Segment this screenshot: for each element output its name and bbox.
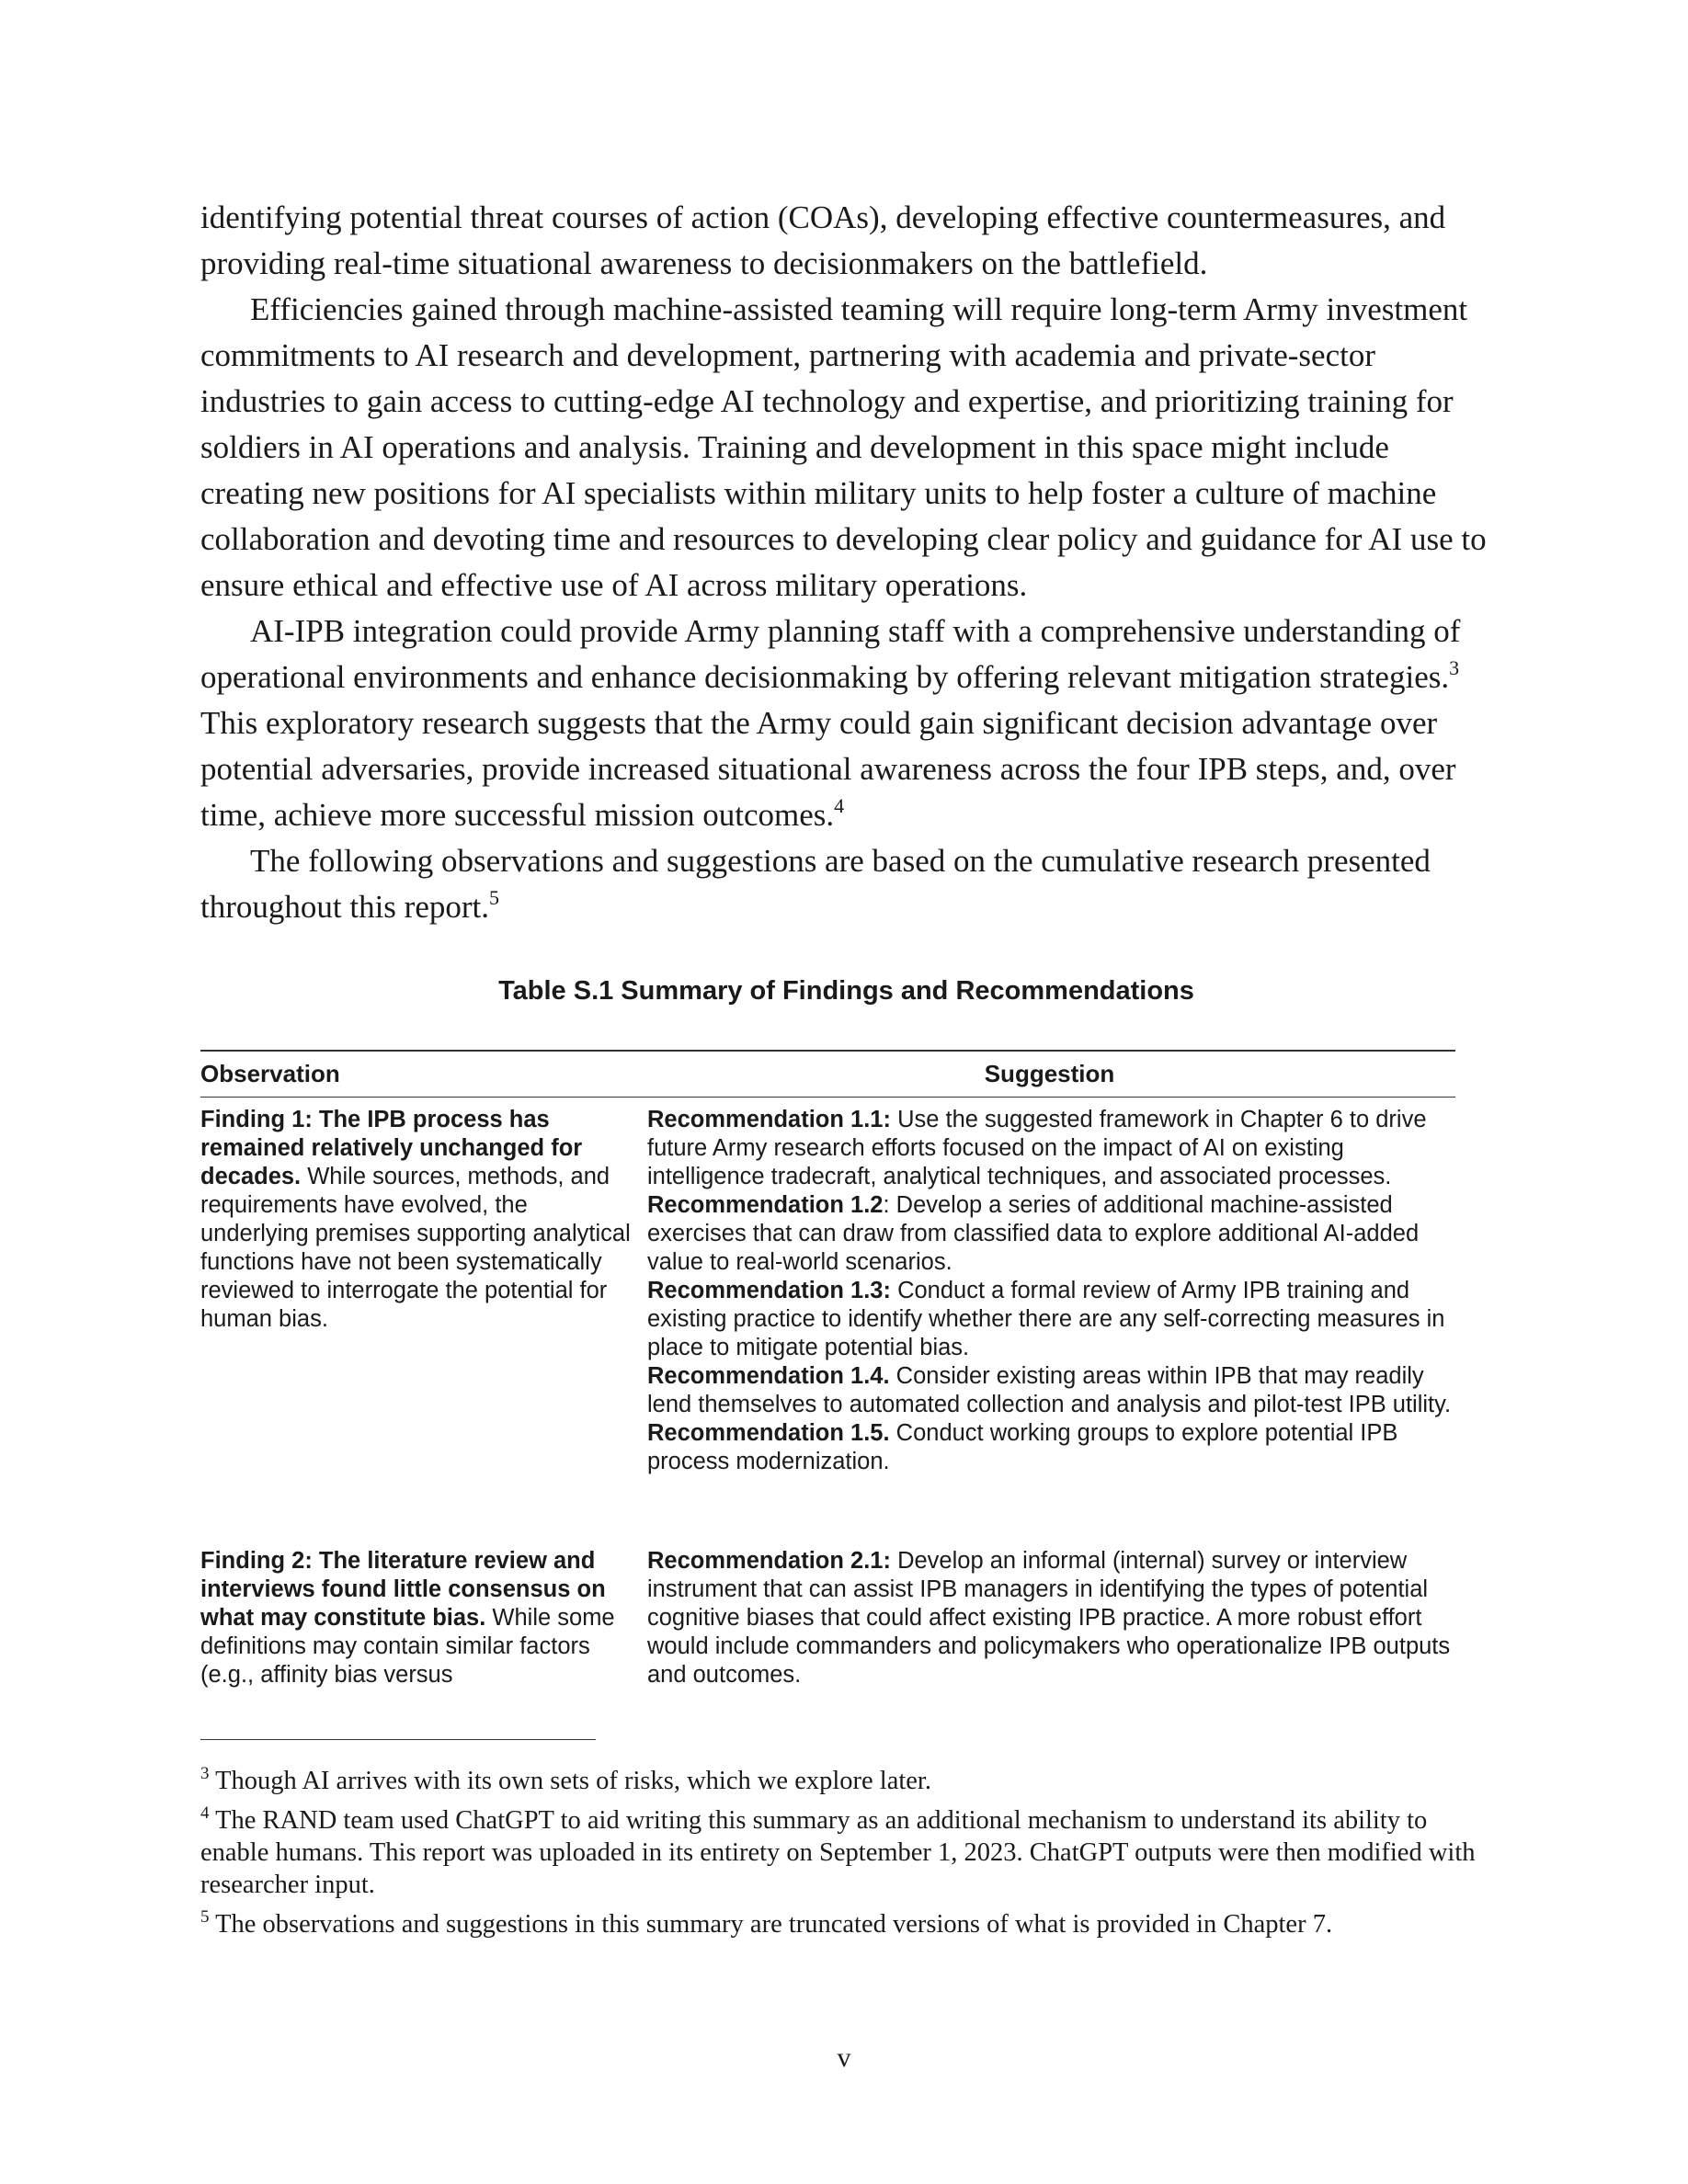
paragraph-4-text: The following observations and suggestions are based on the cumulative research presented throughout this report. <box>200 843 1431 925</box>
page-number: v <box>837 2042 851 2073</box>
finding-2-title: Finding 2: The literature review and interviews found little consensus on what may constitute bias. <box>200 1548 606 1631</box>
paragraph-3 <box>200 609 1492 838</box>
table-title: Table S.1 Summary of Findings and Recommendations <box>498 976 1194 1006</box>
column-header-observation: Observation <box>200 1060 340 1087</box>
finding-1-title: Finding 1: The IPB process has remained relatively unchanged for decades. <box>200 1107 583 1189</box>
finding-1-text: While sources, methods, and requirements have evolved, the underlying premises supporting analytical functions have not been systematically reviewed to interrogate the potential for human bias. <box>200 1164 631 1332</box>
recommendation-label: Recommendation 1.2 <box>647 1192 884 1218</box>
recommendation-2-1 <box>647 1547 1456 1689</box>
footnote-text: Though AI arrives with its own sets of risks, which we explore later. <box>209 1767 931 1795</box>
recommendation-label: Recommendation 1.3: <box>647 1278 891 1303</box>
recommendation-label: Recommendation 1.4. <box>647 1363 890 1389</box>
recommendations-1-cell <box>647 1106 1456 1476</box>
footnote-3 <box>200 1765 1492 1797</box>
recommendation-label: Recommendation 1.1: <box>647 1107 891 1132</box>
finding-2-cell <box>200 1547 633 1689</box>
footnote-4 <box>200 1804 1492 1901</box>
footnote-text: The RAND team used ChatGPT to aid writing this summary as an additional mechanism to understand its ability to enable humans. This report was uploaded in its entirety on September 1, 2023. ChatGPT outputs were then modified with researcher input. <box>200 1806 1476 1899</box>
table-top-rule <box>200 1050 1455 1052</box>
recommendation-1-5 <box>647 1419 1456 1476</box>
paragraph-1: identifying potential threat courses of action (COAs), developing effective countermeasures, and providing real-time situational awareness to decisionmakers on the battlefield. <box>200 199 1446 281</box>
column-header-suggestion: Suggestion <box>984 1060 1115 1087</box>
finding-1-cell <box>200 1106 633 1334</box>
recommendation-1-3 <box>647 1277 1456 1362</box>
footnotes <box>200 1765 1492 1948</box>
recommendation-label: Recommendation 1.5. <box>647 1420 890 1446</box>
recommendation-1-1 <box>647 1106 1456 1191</box>
recommendation-1-4 <box>647 1362 1456 1419</box>
recommendation-label: Recommendation 2.1: <box>647 1548 891 1574</box>
finding-2-text: While some definitions may contain similar factors (e.g., affinity bias versus <box>200 1605 615 1688</box>
footnote-number: 5 <box>200 1907 210 1927</box>
paragraph-4 <box>200 838 1492 930</box>
footnote-5 <box>200 1908 1492 1940</box>
recommendation-text: Develop an informal (internal) survey or interview instrument that can assist IPB managers in identifying the types of potential cognitive biases that could affect existing IPB practice. A more robust effort would include commanders and policymakers who operationalize IPB outputs and outcomes. <box>647 1548 1451 1688</box>
recommendation-text: Use the suggested framework in Chapter 6 to drive future Army research efforts focused on the impact of AI on existing intelligence tradecraft, analytical techniques, and associated processes. <box>647 1107 1427 1189</box>
footnote-ref-4[interactable]: 4 <box>834 794 845 817</box>
recommendation-text: Consider existing areas within IPB that may readily lend themselves to automated collection and analysis and pilot-test IPB utility. <box>647 1363 1452 1417</box>
footnote-separator <box>200 1739 596 1740</box>
recommendations-2-cell <box>647 1547 1456 1689</box>
paragraph-3-part-a: AI-IPB integration could provide Army planning staff with a comprehensive understanding of operational environments and enhance decisionmaking by offering relevant mitigation strategies. <box>200 613 1461 695</box>
recommendation-text: Conduct working groups to explore potential IPB process modernization. <box>647 1420 1398 1474</box>
paragraph-2: Efficiencies gained through machine-assisted teaming will require long-term Army investment commitments to AI research and development, partnering with academia and private-sector industries to gain access to cutting-edge AI technology and expertise, and prioritizing training for soldiers in AI operations and analysis. Training and development in this space might include creating new positions for AI specialists within military units to help foster a culture of machine collaboration and devoting time and resources to developing clear policy and guidance for AI use to ensure ethical and effective use of AI across military operations. <box>200 291 1487 603</box>
footnote-number: 3 <box>200 1764 210 1783</box>
table-header-rule <box>200 1097 1455 1098</box>
recommendation-text: Conduct a formal review of Army IPB training and existing practice to identify whether there are any self-correcting measures in place to mitigate potential bias. <box>647 1278 1445 1360</box>
footnote-text: The observations and suggestions in this summary are truncated versions of what is provided in Chapter 7. <box>209 1910 1333 1939</box>
footnote-ref-5[interactable]: 5 <box>489 886 499 909</box>
paragraph-3-part-b: This exploratory research suggests that the Army could gain significant decision advantage over potential adversaries, provide increased situational awareness across the four IPB steps, and, over time, achieve more successful mission outcomes. <box>200 705 1456 833</box>
footnote-ref-3[interactable]: 3 <box>1449 656 1460 679</box>
recommendation-text: : Develop a series of additional machine-assisted exercises that can draw from classified data to explore additional AI-added value to real-world scenarios. <box>647 1192 1420 1275</box>
recommendation-1-2 <box>647 1191 1456 1277</box>
footnote-number: 4 <box>200 1803 210 1823</box>
body-text <box>200 195 1492 930</box>
